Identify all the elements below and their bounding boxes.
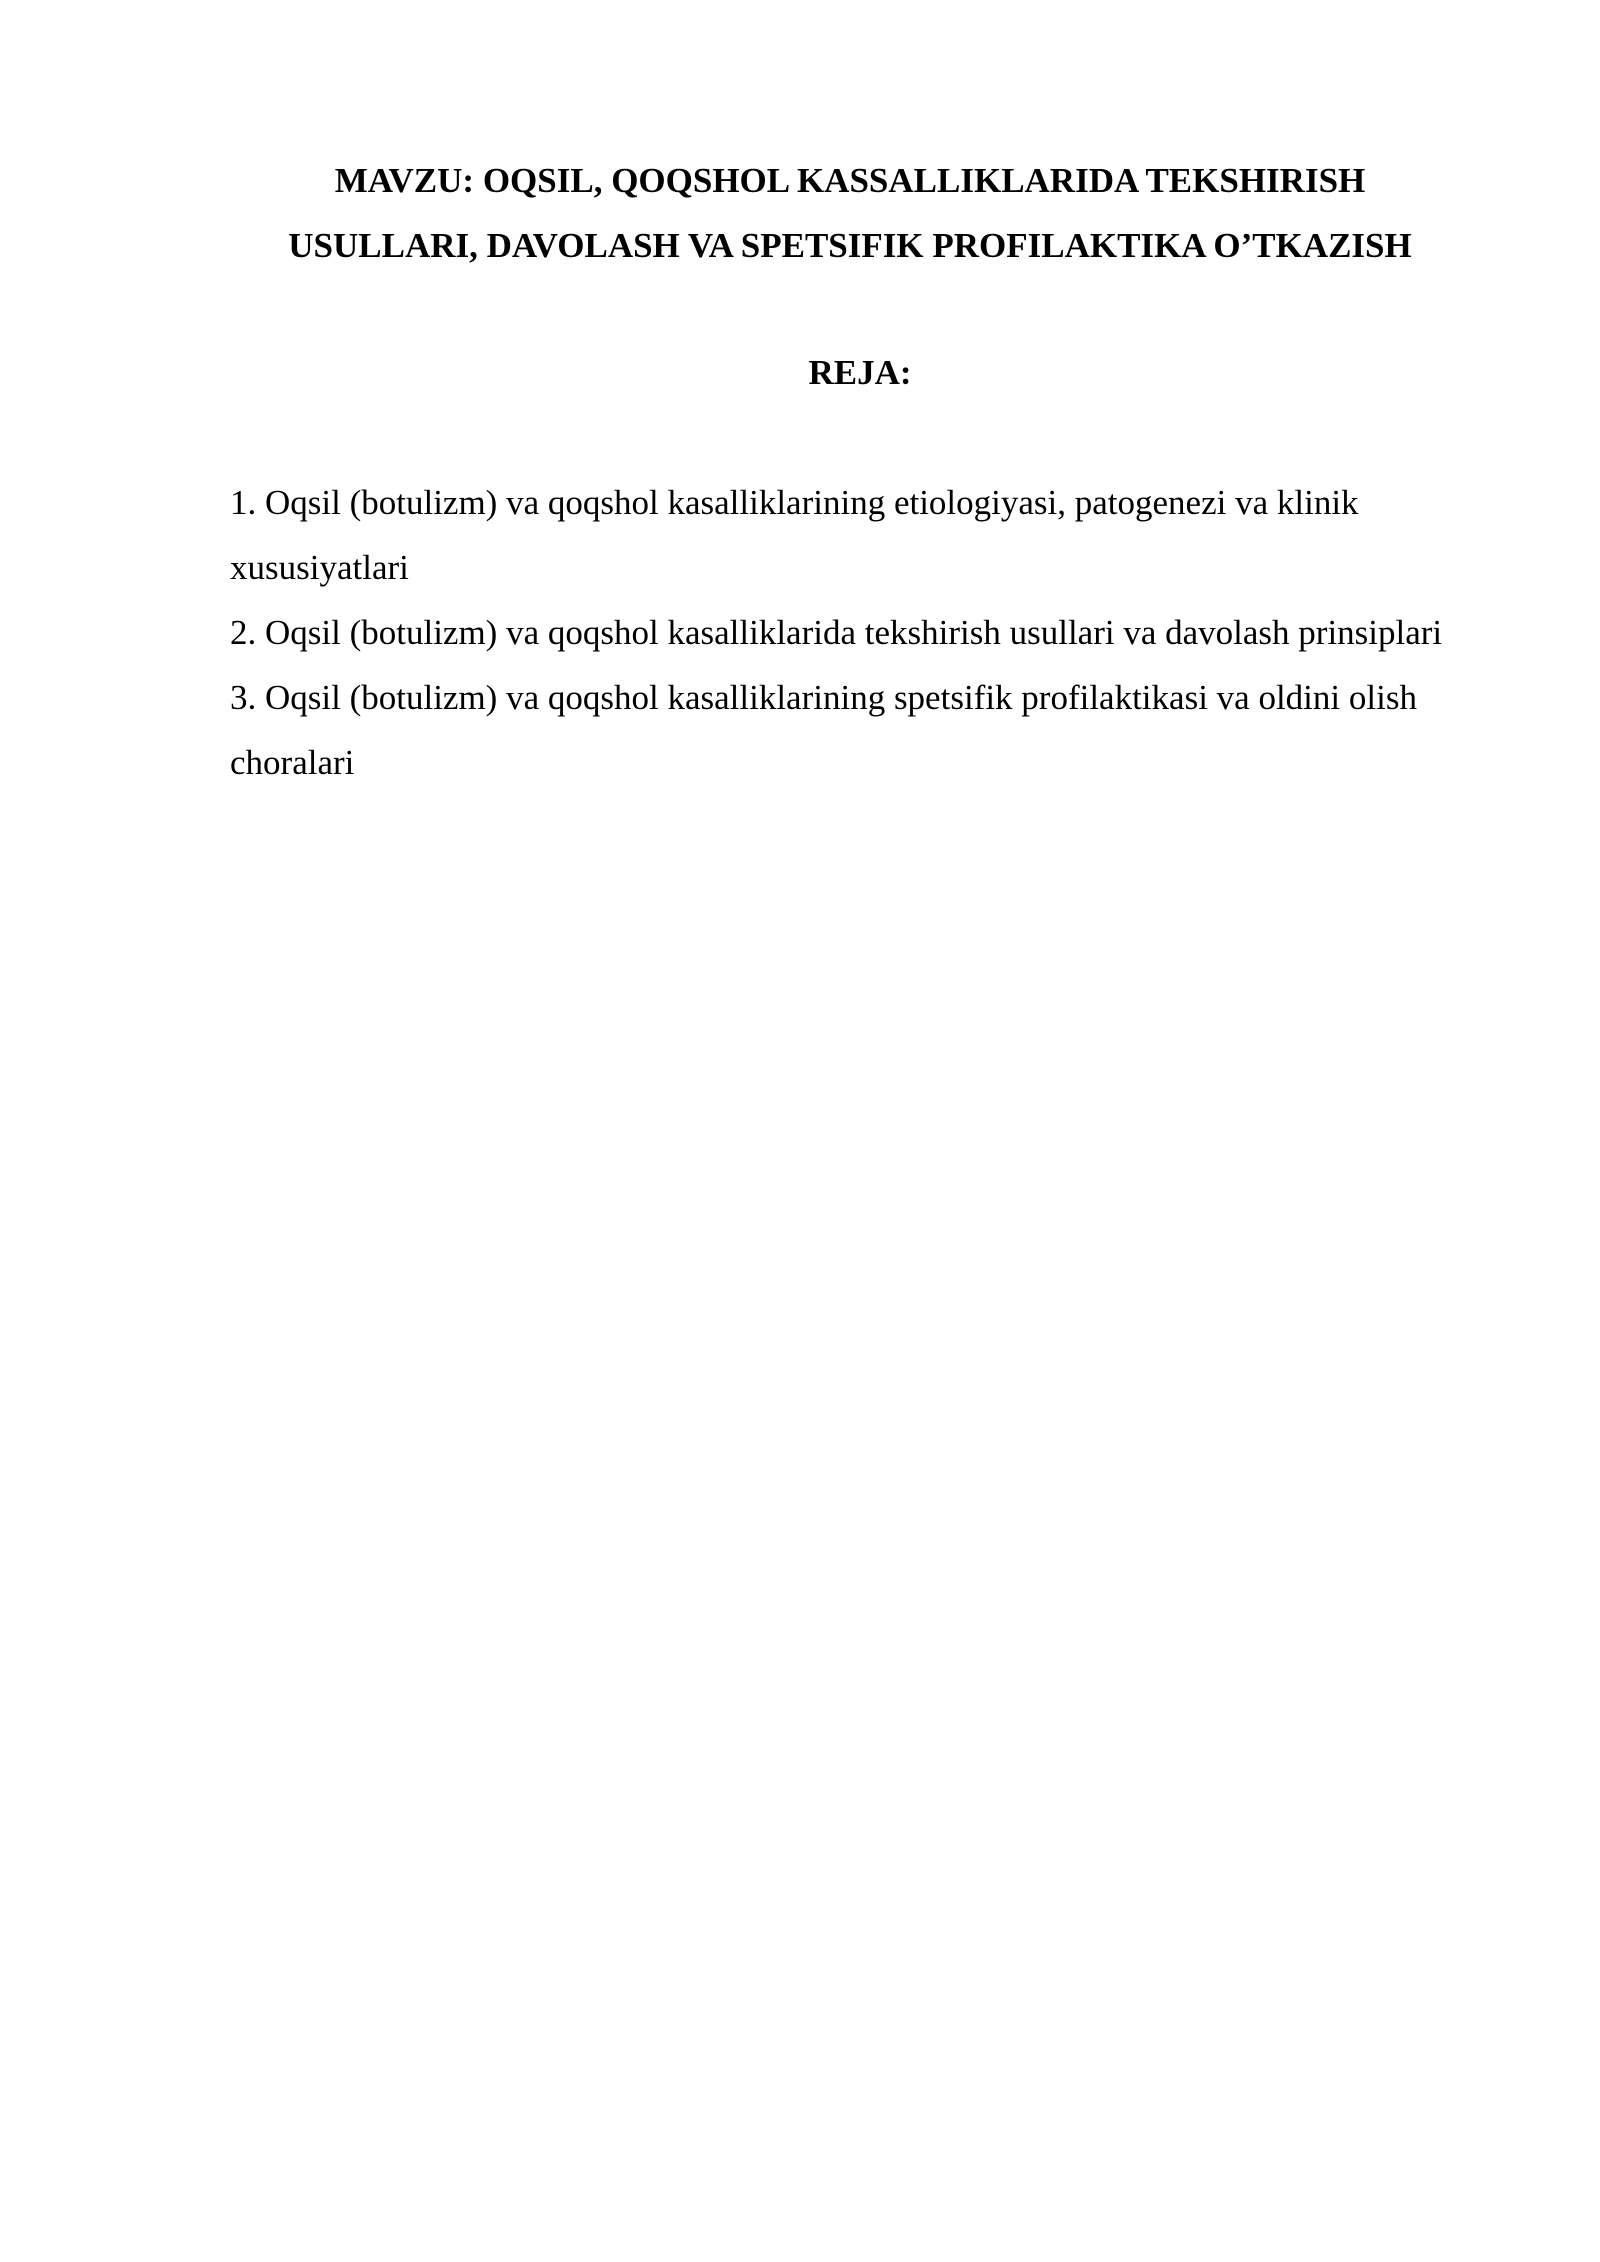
plan-item-3: 3. Oqsil (botulizm) va qoqshol kasalliklarining spetsifik profilaktikasi va oldini olish choralari [230, 678, 1417, 782]
plan-heading: REJA: [808, 353, 912, 392]
plan-item-1: 1. Oqsil (botulizm) va qoqshol kasalliklarining etiologiyasi, patogenezi va klinik xususiyatlari [230, 483, 1359, 587]
plan-list [230, 470, 1470, 795]
title-line-2: USULLARI, DAVOLASH VA SPETSIFIK PROFILAKTIKA O’TKAZISH [288, 226, 1412, 265]
document-title [230, 148, 1470, 278]
title-line-1: MAVZU: OQSIL, QOQSHOL KASSALLIKLARIDA TEKSHIRISH [334, 161, 1366, 200]
plan-item-2: 2. Oqsil (botulizm) va qoqshol kasalliklarida tekshirish usullari va davolash prinsiplari [230, 613, 1443, 652]
